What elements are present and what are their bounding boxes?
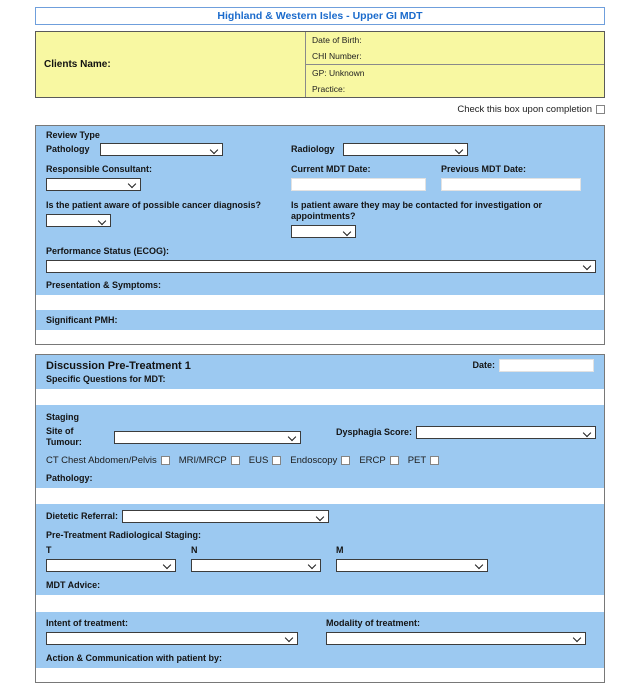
discussion-date-input[interactable] — [499, 359, 594, 372]
presentation-symptoms-label: Presentation & Symptoms: — [46, 280, 162, 290]
investigation-ercp — [359, 455, 398, 466]
upper-gi-mdt-form — [0, 7, 640, 663]
client-info-box — [35, 31, 605, 98]
previous-mdt-date-label: Previous MDT Date: — [441, 164, 527, 174]
responsible-consultant-select[interactable] — [46, 178, 141, 191]
previous-mdt-date-input[interactable] — [441, 178, 581, 191]
endoscopy-label: Endoscopy — [290, 455, 338, 466]
ercp-checkbox[interactable] — [390, 456, 399, 465]
investigation-pet — [408, 455, 439, 466]
t-stage-label: T — [46, 545, 52, 555]
pet-label: PET — [407, 455, 427, 466]
discussion-pretreatment-section — [35, 354, 605, 683]
investigation-endoscopy — [290, 455, 350, 466]
dietetic-referral-select[interactable] — [122, 510, 329, 523]
t-stage-select[interactable] — [46, 559, 176, 572]
ct-chest-abdomen-pelvis-checkbox[interactable] — [161, 456, 170, 465]
current-mdt-date-label: Current MDT Date: — [291, 164, 371, 174]
presentation-symptoms-textarea[interactable] — [36, 295, 604, 310]
dob-label: Date of Birth: — [312, 35, 362, 45]
eus-checkbox[interactable] — [272, 456, 281, 465]
significant-pmh-label: Significant PMH: — [46, 315, 118, 325]
form-title-bar — [35, 7, 605, 25]
pathology-label: Pathology: — [46, 473, 93, 483]
action-communication-textarea[interactable] — [36, 668, 604, 682]
mdt-advice-label: MDT Advice: — [46, 580, 101, 590]
chi-number-label: CHI Number: — [312, 51, 362, 61]
discussion-date-label: Date: — [472, 360, 495, 370]
gp-label: GP: Unknown — [312, 68, 365, 78]
review-type-label: Review Type — [46, 130, 100, 140]
radiology-review-select[interactable] — [343, 143, 468, 156]
specific-questions-label: Specific Questions for MDT: — [46, 374, 166, 384]
cancer-aware-label: Is the patient aware of possible cancer diagnosis? — [46, 200, 262, 210]
completion-row — [35, 103, 605, 116]
pathology-review-select[interactable] — [100, 143, 223, 156]
mdt-advice-textarea[interactable] — [36, 595, 604, 612]
completion-checkbox[interactable] — [596, 105, 605, 114]
completion-label: Check this box upon completion — [457, 104, 592, 115]
staging-label: Staging — [46, 412, 79, 422]
eus-label: EUS — [248, 455, 269, 466]
mri-mrcp-checkbox[interactable] — [231, 456, 240, 465]
specific-questions-textarea[interactable] — [36, 389, 604, 405]
n-stage-select[interactable] — [191, 559, 321, 572]
investigation-mri — [179, 455, 240, 466]
client-details-bottom — [306, 65, 604, 97]
contact-aware-label: Is patient aware they may be contacted for investigation or appointments? — [291, 200, 543, 221]
mri-mrcp-label: MRI/MRCP — [178, 455, 227, 466]
intent-of-treatment-select[interactable] — [46, 632, 298, 645]
pathology-review-label: Pathology — [46, 144, 90, 154]
client-details — [306, 32, 604, 97]
dysphagia-score-select[interactable] — [416, 426, 596, 439]
investigation-ct — [46, 455, 170, 466]
radiology-review-label: Radiology — [291, 144, 335, 154]
m-stage-label: M — [336, 545, 344, 555]
m-stage-select[interactable] — [336, 559, 488, 572]
practice-label: Practice: — [312, 84, 346, 94]
site-of-tumour-select[interactable] — [114, 431, 301, 444]
discussion-title: Discussion Pre-Treatment 1 — [46, 359, 191, 372]
clients-name-cell — [36, 32, 306, 97]
current-mdt-date-input[interactable] — [291, 178, 426, 191]
dysphagia-score-label: Dysphagia Score: — [336, 427, 413, 437]
significant-pmh-textarea[interactable] — [36, 330, 604, 344]
modality-of-treatment-select[interactable] — [326, 632, 586, 645]
ercp-label: ERCP — [359, 455, 386, 466]
pathology-textarea[interactable] — [36, 488, 604, 504]
site-of-tumour-label: Site of Tumour: — [46, 426, 82, 447]
ecog-label: Performance Status (ECOG): — [46, 246, 170, 256]
intent-of-treatment-label: Intent of treatment: — [46, 618, 128, 628]
investigation-eus — [249, 455, 282, 466]
n-stage-label: N — [191, 545, 198, 555]
cancer-aware-select[interactable] — [46, 214, 111, 227]
responsible-consultant-label: Responsible Consultant: — [46, 164, 153, 174]
pet-checkbox[interactable] — [430, 456, 439, 465]
ct-chest-abdomen-pelvis-label: CT Chest Abdomen/Pelvis — [46, 455, 157, 466]
review-section — [35, 125, 605, 345]
clients-name-label: Clients Name: — [44, 59, 111, 70]
action-communication-label: Action & Communication with patient by: — [46, 653, 222, 663]
dietetic-referral-label: Dietetic Referral: — [46, 511, 119, 521]
page-title: Highland & Western Isles - Upper GI MDT — [217, 10, 423, 22]
endoscopy-checkbox[interactable] — [341, 456, 350, 465]
modality-of-treatment-label: Modality of treatment: — [326, 618, 421, 628]
contact-aware-select[interactable] — [291, 225, 356, 238]
radiological-staging-label: Pre-Treatment Radiological Staging: — [46, 530, 202, 540]
ecog-select[interactable] — [46, 260, 596, 273]
client-details-top — [306, 32, 604, 65]
